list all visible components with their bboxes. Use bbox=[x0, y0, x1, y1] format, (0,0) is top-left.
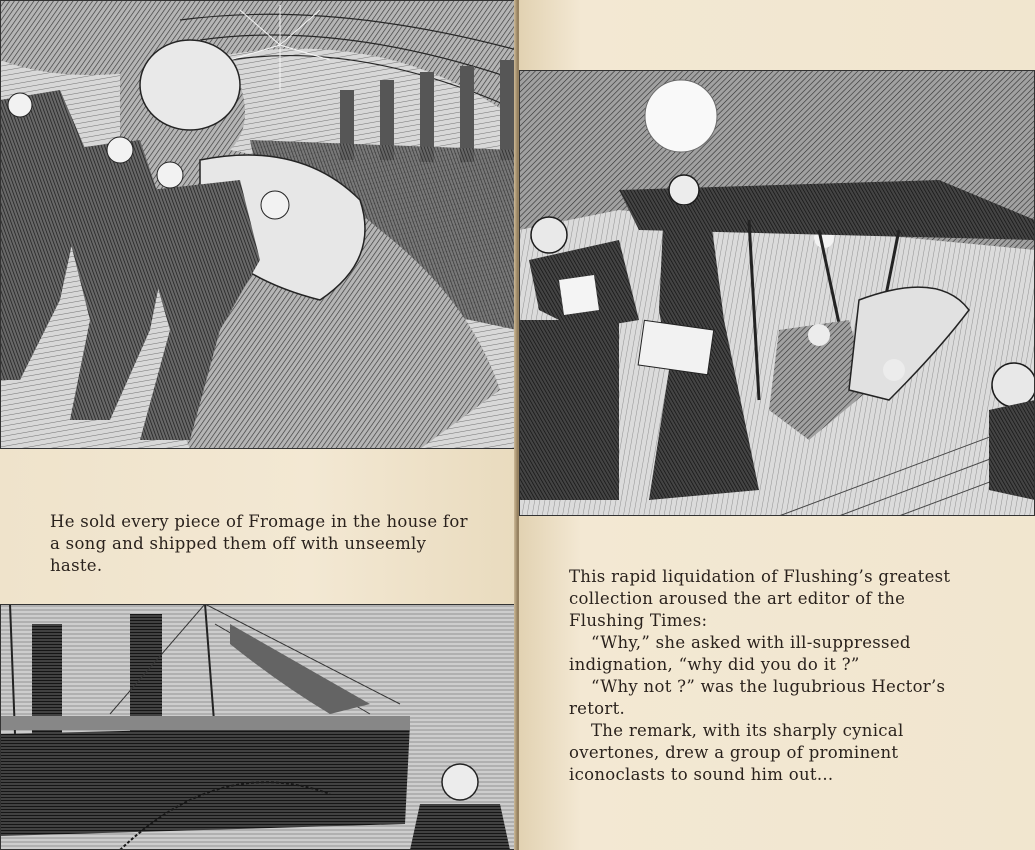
left-page bbox=[0, 0, 517, 850]
left-caption: He sold every piece of Fromage in the house for a song and shipped them off with unseemly haste. bbox=[50, 511, 468, 575]
top-left-engraving bbox=[0, 0, 517, 449]
right-page bbox=[519, 0, 1035, 850]
paragraph-1: This rapid liquidation of Flushing’s greatest collection aroused the art editor of the Flushing Times: bbox=[569, 567, 951, 630]
bottom-left-engraving bbox=[0, 604, 517, 850]
paragraph-3: “Why not ?” was the lugubrious Hector’s retort. bbox=[569, 677, 946, 718]
paragraph-4: The remark, with its sharply cynical overtones, drew a group of prominent iconoclasts to sound him out... bbox=[569, 721, 904, 784]
paragraph-2: “Why,” she asked with ill-suppressed indignation, “why did you do it ?” bbox=[569, 633, 911, 674]
right-engraving bbox=[519, 70, 1035, 516]
right-text-block bbox=[569, 566, 979, 786]
